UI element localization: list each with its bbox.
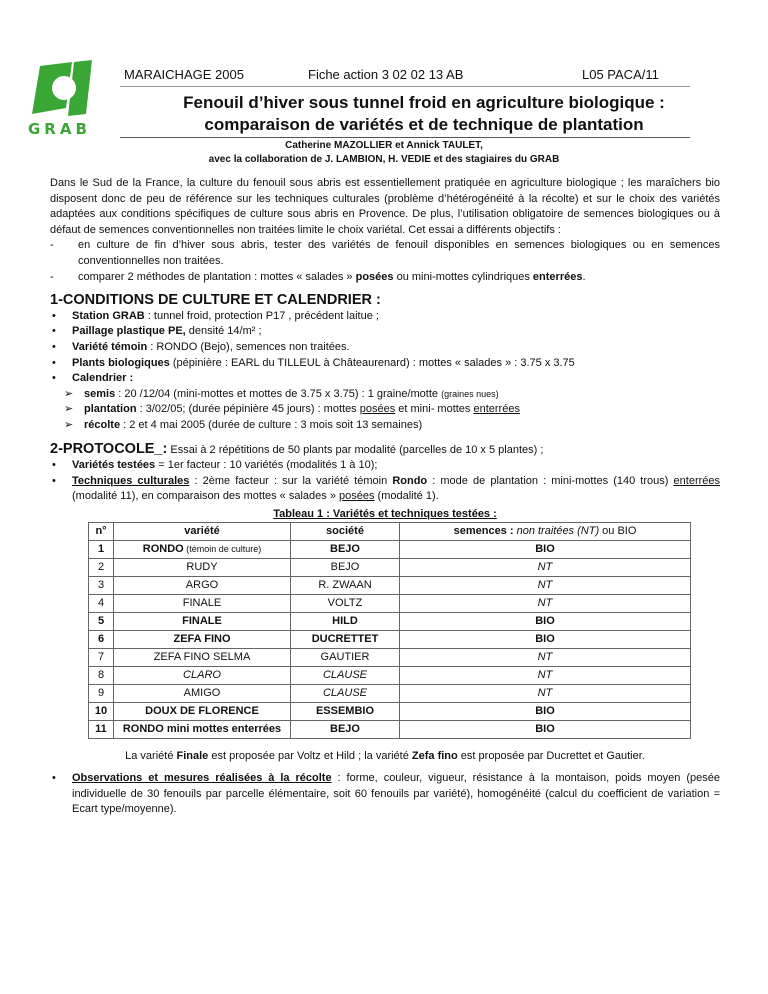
seed-type-cell: NT: [400, 667, 691, 685]
variety-cell: RUDY: [114, 559, 291, 577]
section-1-heading: 1-CONDITIONS DE CULTURE ET CALENDRIER :: [50, 292, 381, 309]
section-2-heading-line: 2-PROTOCOLE_: Essai à 2 répétitions de 50 plants par modalité (parcelles de 10 x 5 plantes) ;: [50, 440, 544, 457]
row-number-cell: 5: [89, 613, 114, 631]
intro-text: Dans le Sud de la France, la culture du fenouil sous abris est essentiellement pratiquée en agriculture biologique ; les maraîchers bio disposent donc de peu de référence sur les techniques culturales (problème d’hétérogénéité à la récolte) et sur le choix des variétés adaptées aux conditions spécifiques de culture sous abris en Provence. De plus, l’utilisation obligatoire de semences biologiques ou à défaut de semences conventionnelles non traitées limite le choix variétal. Cet essai a différents objectifs :: [50, 177, 720, 236]
seed-type-cell: NT: [400, 595, 691, 613]
row-number-cell: 4: [89, 595, 114, 613]
table-row: [89, 721, 691, 739]
table-row: [89, 649, 691, 667]
row-number-cell: 11: [89, 721, 114, 739]
bullet-variete: • Variété témoin : RONDO (Bejo), semences non traitées.: [52, 340, 350, 353]
seed-type-cell: BIO: [400, 703, 691, 721]
objective-1: - en culture de fin d’hiver sous abris, tester des variétés de fenouil disponibles en semences biologiques ou en semences conventionnelles non traitées.: [50, 239, 720, 267]
variety-cell: FINALE: [114, 595, 291, 613]
company-cell: BEJO: [291, 541, 400, 559]
table-note: La variété Finale est proposée par Voltz et Hild ; la variété Zefa fino est proposée par Ducrettet et Gautier.: [125, 750, 645, 763]
company-cell: HILD: [291, 613, 400, 631]
seed-type-cell: BIO: [400, 721, 691, 739]
company-cell: BEJO: [291, 559, 400, 577]
divider: [120, 137, 690, 138]
seed-type-cell: BIO: [400, 613, 691, 631]
table-row: [89, 541, 691, 559]
table-row: [89, 703, 691, 721]
bullet-plants: • Plants biologiques (pépinière : EARL du TILLEUL à Châteaurenard) : mottes « salades » : 3.75 x 3.75: [52, 356, 575, 369]
variety-cell: RONDO mini mottes enterrées: [114, 721, 291, 739]
row-number-cell: 1: [89, 541, 114, 559]
grab-logo: [22, 58, 112, 138]
variety-cell: FINALE: [114, 613, 291, 631]
seed-type-cell: BIO: [400, 541, 691, 559]
company-cell: ESSEMBIO: [291, 703, 400, 721]
variety-cell: ZEFA FINO: [114, 631, 291, 649]
intro-section: [50, 176, 720, 818]
row-number-cell: 8: [89, 667, 114, 685]
company-cell: VOLTZ: [291, 595, 400, 613]
company-cell: DUCRETTET: [291, 631, 400, 649]
row-number-cell: 7: [89, 649, 114, 667]
calendar-plantation: ➢ plantation : 3/02/05; (durée pépinière 45 jours) : mottes posées et mini- mottes enterrées: [64, 403, 520, 416]
row-number-cell: 9: [89, 685, 114, 703]
bullet-techniques: • Techniques culturales : 2ème facteur : sur la variété témoin Rondo : mode de plantation : mini-mottes (140 trous) enterrées (modalité 11), en comparaison des mottes « salades » posées (modalité 1).: [52, 474, 721, 503]
row-number-cell: 6: [89, 631, 114, 649]
authors-line-1: Catherine MAZOLLIER et Annick TAULET,: [285, 140, 483, 151]
varieties-table: [88, 522, 691, 739]
objective-2: - comparer 2 méthodes de plantation : mottes « salades » posées ou mini-mottes cylindriques enterrées.: [50, 270, 586, 283]
bullet-observations: • Observations et mesures réalisées à la récolte : forme, couleur, vigueur, résistance à la montaison, poids moyen (pesée individuelle de 30 fenouils par parcelle élémentaire, soit 60 fenouils par variété), homogénéité (calcul du coefficient de variation = Ecart type/moyenne).: [52, 772, 721, 816]
program-label: MARAICHAGE 2005: [124, 67, 244, 82]
seed-type-cell: NT: [400, 559, 691, 577]
title-line-2: comparaison de variétés et de technique de plantation: [204, 115, 644, 134]
bullet-calendrier: • Calendrier :: [52, 372, 134, 385]
company-cell: CLAUSE: [291, 667, 400, 685]
variety-cell: ZEFA FINO SELMA: [114, 649, 291, 667]
divider: [120, 86, 690, 87]
table-row: [89, 685, 691, 703]
seed-type-cell: NT: [400, 685, 691, 703]
calendar-semis: ➢ semis : 20 /12/04 (mini-mottes et mottes de 3.75 x 3.75) : 1 graine/motte (graines nues): [64, 387, 499, 400]
company-cell: CLAUSE: [291, 685, 400, 703]
row-number-cell: 3: [89, 577, 114, 595]
bullet-paillage: • Paillage plastique PE, densité 14/m² ;: [52, 325, 262, 338]
table-row: [89, 613, 691, 631]
calendar-recolte: ➢ récolte : 2 et 4 mai 2005 (durée de culture : 3 mois soit 13 semaines): [64, 418, 423, 431]
bullet-varietes-testees: • Variétés testées = 1er facteur : 10 variétés (modalités 1 à 10);: [52, 459, 378, 472]
authors-line-2: avec la collaboration de J. LAMBION, H. VEDIE et des stagiaires du GRAB: [208, 154, 560, 165]
table-header: n° variété société semences : non traitées (NT) ou BIO: [89, 523, 691, 541]
row-number-cell: 2: [89, 559, 114, 577]
variety-cell: AMIGO: [114, 685, 291, 703]
table-caption: Tableau 1 : Variétés et techniques testées :: [273, 507, 497, 520]
table-row: [89, 595, 691, 613]
seed-type-cell: BIO: [400, 631, 691, 649]
table-row: [89, 631, 691, 649]
ref-label: L05 PACA/11: [582, 67, 659, 82]
variety-cell: ARGO: [114, 577, 291, 595]
company-cell: R. ZWAAN: [291, 577, 400, 595]
variety-cell: CLARO: [114, 667, 291, 685]
table-row: [89, 559, 691, 577]
table-row: [89, 577, 691, 595]
company-cell: BEJO: [291, 721, 400, 739]
fiche-label: Fiche action 3 02 02 13 AB: [308, 67, 464, 82]
bullet-station: • Station GRAB : tunnel froid, protection P17 , précédent laitue ;: [52, 309, 379, 322]
svg-text:GRAB: GRAB: [28, 120, 91, 138]
company-cell: GAUTIER: [291, 649, 400, 667]
seed-type-cell: NT: [400, 577, 691, 595]
section-2-heading: 2-PROTOCOLE_:: [50, 440, 168, 457]
seed-type-cell: NT: [400, 649, 691, 667]
objective-text: en culture de fin d’hiver sous abris, tester des variétés de fenouil disponibles en semences biologiques ou en semences conventionnelles non traitées.: [78, 239, 720, 267]
row-number-cell: 10: [89, 703, 114, 721]
table-row: [89, 667, 691, 685]
title-line-1: Fenouil d’hiver sous tunnel froid en agriculture biologique :: [183, 93, 665, 112]
variety-cell: RONDO (témoin de culture): [114, 541, 291, 559]
variety-cell: DOUX DE FLORENCE: [114, 703, 291, 721]
